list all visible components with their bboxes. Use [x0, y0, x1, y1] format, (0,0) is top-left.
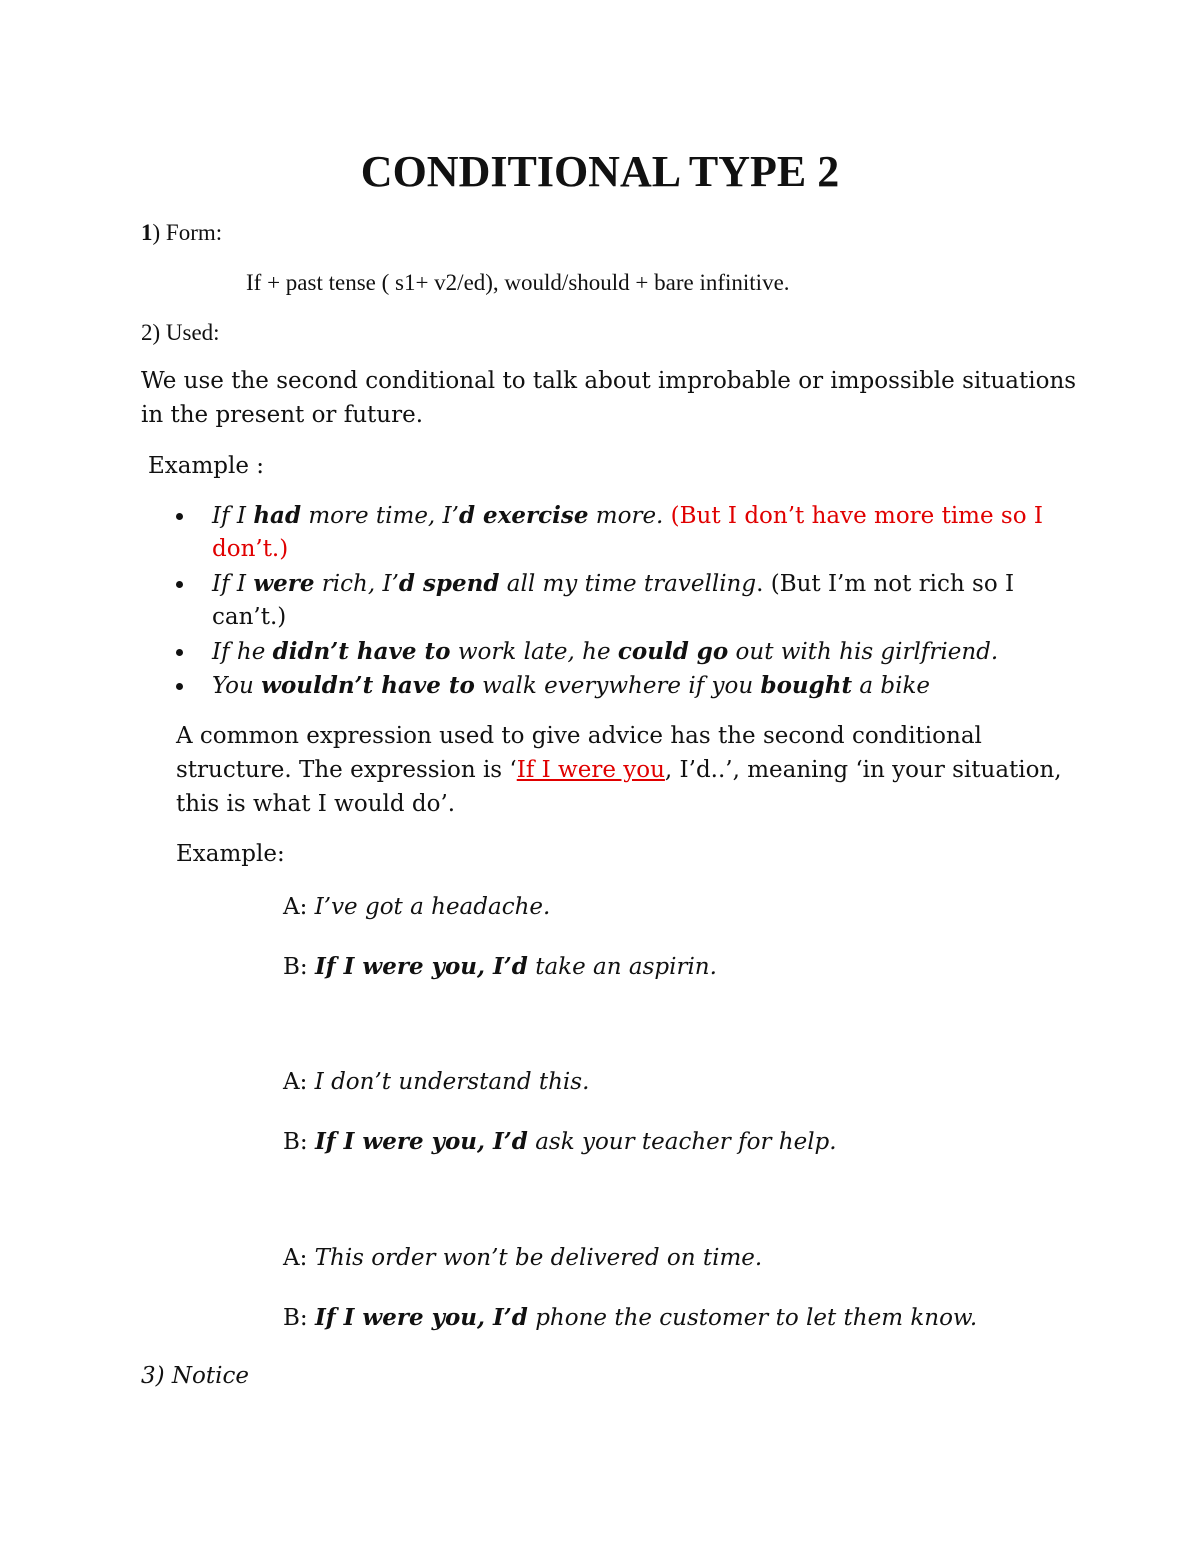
bullet-icon	[176, 581, 183, 588]
advice-line-2: structure. The expression is ‘If I were you, I’d..’, meaning ‘in your situation,	[176, 757, 1062, 783]
form-heading: 1) Form:	[141, 220, 223, 245]
example-label: Example :	[148, 453, 265, 479]
used-heading: 2) Used:	[141, 320, 220, 345]
example-note-continued: can’t.)	[212, 604, 287, 630]
example-note: . (But I’m not rich so I	[756, 571, 1015, 597]
bullet-icon	[176, 683, 183, 690]
advice-line-3: this is what I would do’.	[176, 791, 456, 817]
advice-example-label: Example:	[176, 841, 285, 867]
dialogue-a-line: A: I don’t understand this.	[283, 1069, 590, 1095]
bullet-icon	[176, 649, 183, 656]
form-formula: If + past tense ( s1+ v2/ed), would/should + bare infinitive.	[246, 270, 790, 295]
bullet-icon	[176, 513, 183, 520]
dialogue-a-line: A: I’ve got a headache.	[283, 894, 551, 920]
used-description-line-1: We use the second conditional to talk about improbable or impossible situations	[141, 368, 1077, 394]
example-note-continued: don’t.)	[212, 536, 289, 562]
page-title: CONDITIONAL TYPE 2	[360, 147, 840, 196]
used-description-line-2: in the present or future.	[141, 402, 424, 428]
dialogue-a-line: A: This order won’t be delivered on time.	[283, 1245, 763, 1271]
advice-line-1: A common expression used to give advice has the second conditional	[176, 723, 982, 749]
dialogue-b-line: B: If I were you, I’d phone the customer to let them know.	[283, 1304, 978, 1331]
example-note: (But I don’t have more time so I	[663, 503, 1043, 529]
dialogue-b-line: B: If I were you, I’d take an aspirin.	[283, 953, 717, 980]
dialogue-b-line: B: If I were you, I’d ask your teacher for help.	[283, 1128, 837, 1155]
notice-heading: 3) Notice	[141, 1363, 249, 1389]
expression-link[interactable]: If I were you	[516, 757, 665, 783]
